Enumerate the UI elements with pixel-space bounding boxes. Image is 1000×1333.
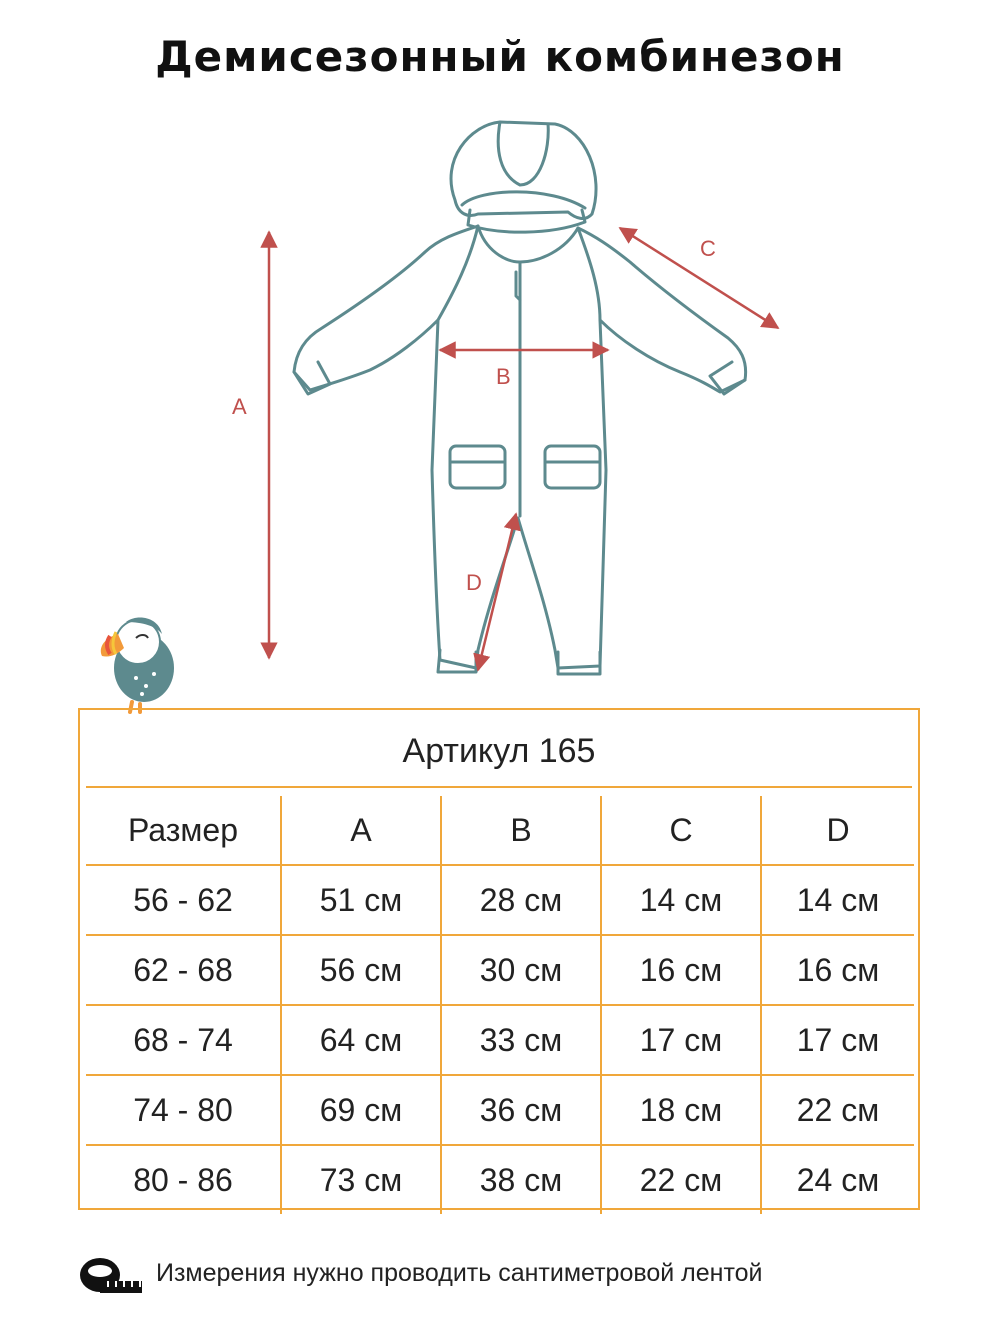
jumpsuit-outline xyxy=(294,122,746,674)
cell-d: 22 см xyxy=(761,1075,914,1145)
cell-d: 24 см xyxy=(796,1161,880,1198)
measurement-note: Измерения нужно проводить сантиметровой лентой xyxy=(156,1259,763,1287)
cell-d: 16 см xyxy=(761,935,914,1005)
cell-b: 38 см xyxy=(441,1145,601,1214)
header-b: B xyxy=(441,796,601,865)
cell-d: 17 см xyxy=(761,1005,914,1075)
cell-b: 36 см xyxy=(441,1075,601,1145)
header-d: D xyxy=(761,796,914,865)
cell-a: 73 см xyxy=(281,1145,441,1214)
cell-size: 56 - 62 xyxy=(86,865,281,935)
cell-c: 14 см xyxy=(601,865,761,935)
header-size: Размер xyxy=(86,796,281,865)
measuring-tape-icon xyxy=(78,1255,144,1295)
cell-a: 51 см xyxy=(281,865,441,935)
label-c: C xyxy=(700,236,716,261)
table-row xyxy=(86,865,914,935)
cell-size: 62 - 68 xyxy=(86,935,281,1005)
table-row xyxy=(86,1005,914,1075)
jumpsuit-diagram xyxy=(0,100,1000,690)
arrow-c xyxy=(620,228,778,328)
cell-a: 64 см xyxy=(281,1005,441,1075)
article-number: Артикул 165 xyxy=(402,732,596,770)
cell-a: 69 см xyxy=(281,1075,441,1145)
cell-b: 28 см xyxy=(441,865,601,935)
size-table xyxy=(78,708,920,1210)
header-c: C xyxy=(601,796,761,865)
cell-a: 56 см xyxy=(281,935,441,1005)
cell-d: 14 см xyxy=(761,865,914,935)
page-title: Демисезонный комбинезон xyxy=(155,32,845,81)
label-b: B xyxy=(496,364,511,389)
label-d: D xyxy=(466,570,482,595)
header-a: A xyxy=(281,796,441,865)
table-row xyxy=(86,935,914,1005)
cell-c: 22 см xyxy=(601,1145,761,1214)
article-divider xyxy=(86,786,912,788)
cell-size: 74 - 80 xyxy=(86,1075,281,1145)
label-a: A xyxy=(232,394,247,419)
size-grid xyxy=(86,796,914,1214)
cell-b: 30 см xyxy=(441,935,601,1005)
footer-note xyxy=(78,1255,938,1295)
measurement-arrows xyxy=(269,228,778,670)
table-row xyxy=(86,1145,914,1214)
cell-c: 16 см xyxy=(601,935,761,1005)
cell-c: 18 см xyxy=(601,1075,761,1145)
table-header-row xyxy=(86,796,914,865)
cell-size: 68 - 74 xyxy=(86,1005,281,1075)
cell-size: 80 - 86 xyxy=(86,1145,281,1214)
puffin-icon xyxy=(96,612,180,716)
table-row xyxy=(86,1075,914,1145)
cell-c: 17 см xyxy=(601,1005,761,1075)
arrow-d xyxy=(478,514,516,670)
cell-b: 33 см xyxy=(441,1005,601,1075)
